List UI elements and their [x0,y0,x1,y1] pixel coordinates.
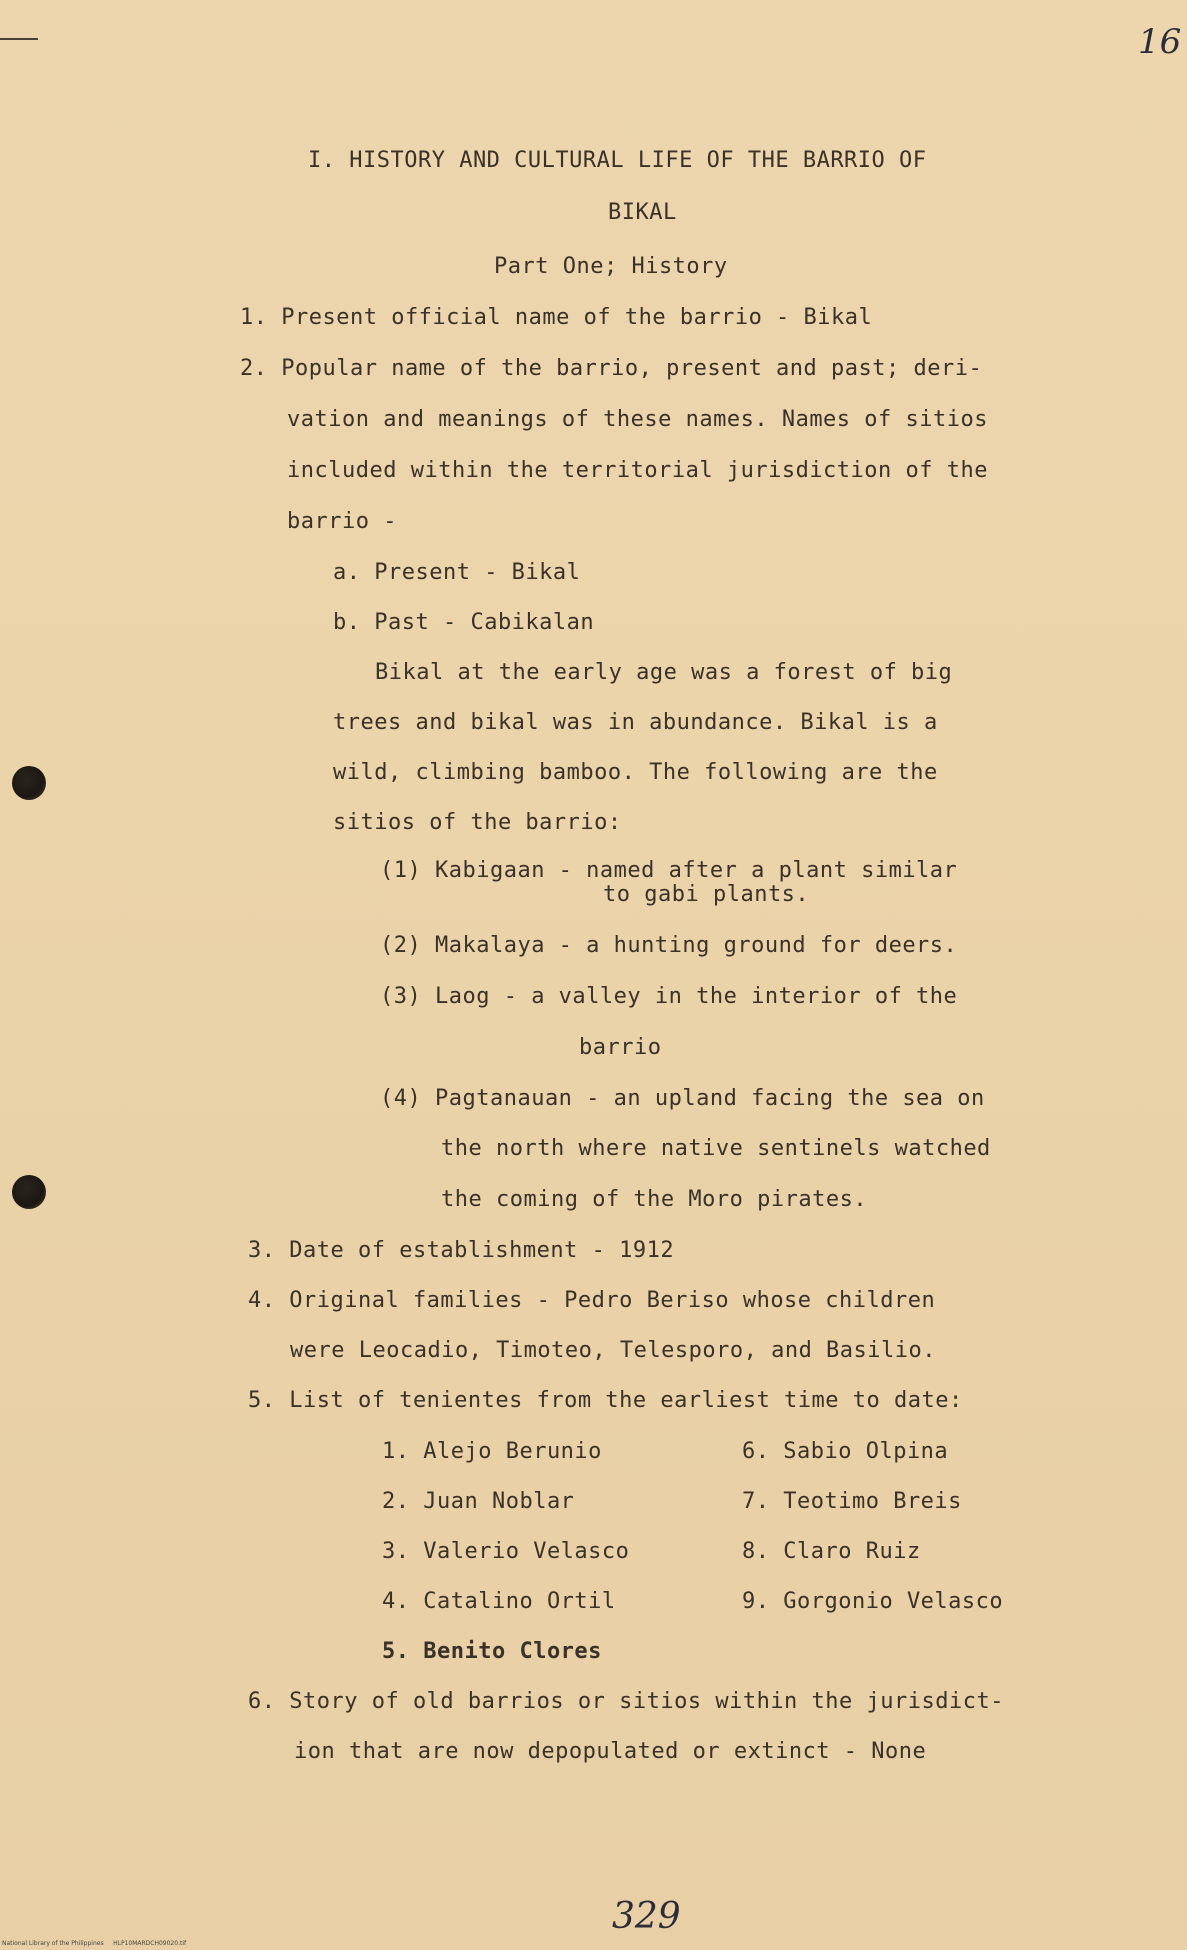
item-1: 1. Present official name of the barrio - Bikal [240,305,873,330]
teniente-2: 2. Juan Noblar [382,1489,575,1514]
sitio-1-line-1: (1) Kabigaan - named after a plant similar [380,858,958,883]
paragraph-line-3: wild, climbing bamboo. The following are the [333,760,938,785]
item-4-line-2: were Leocadio, Timoteo, Telesporo, and Basilio. [290,1338,937,1363]
paragraph-line-4: sitios of the barrio: [333,810,622,835]
binding-hole [12,766,46,800]
item-2-past: b. Past - Cabikalan [333,610,595,635]
document-title: I. HISTORY AND CULTURAL LIFE OF THE BARRIO OF [308,148,927,173]
page-number: 16 [1138,22,1182,62]
margin-mark [0,38,38,40]
binding-hole [12,1175,46,1209]
handwritten-page-number: 329 [612,1896,681,1937]
teniente-4: 4. Catalino Ortil [382,1589,616,1614]
item-2-line-2: vation and meanings of these names. Names of sitios [287,407,989,432]
sitio-1-line-2: to gabi plants. [603,882,810,907]
teniente-7: 7. Teotimo Breis [742,1489,962,1514]
archive-footer: National Library of the Philippines HLP10MARDCH09020.tif [2,1940,187,1947]
barrio-name-heading: BIKAL [608,200,677,225]
paragraph-line-2: trees and bikal was in abundance. Bikal is a [333,710,938,735]
item-2-line-1: 2. Popular name of the barrio, present and past; deri- [240,356,983,381]
item-2-present: a. Present - Bikal [333,560,581,585]
sitio-4-line-1: (4) Pagtanauan - an upland facing the sea on [380,1086,985,1111]
sitio-4-line-3: the coming of the Moro pirates. [441,1187,868,1212]
teniente-8: 8. Claro Ruiz [742,1539,921,1564]
paragraph-line-1: Bikal at the early age was a forest of big [375,660,953,685]
teniente-9: 9. Gorgonio Velasco [742,1589,1004,1614]
item-3: 3. Date of establishment - 1912 [248,1238,675,1263]
item-2-line-3: included within the territorial jurisdiction of the [287,458,989,483]
sitio-2: (2) Makalaya - a hunting ground for deers. [380,933,958,958]
sitio-3-line-1: (3) Laog - a valley in the interior of the [380,984,958,1009]
item-5: 5. List of tenientes from the earliest time to date: [248,1388,963,1413]
item-6-line-1: 6. Story of old barrios or sitios within the jurisdict- [248,1689,1004,1714]
sitio-4-line-2: the north where native sentinels watched [441,1136,991,1161]
teniente-5: 5. Benito Clores [382,1639,602,1664]
teniente-3: 3. Valerio Velasco [382,1539,630,1564]
part-heading: Part One; History [494,254,728,279]
teniente-1: 1. Alejo Berunio [382,1439,602,1464]
item-6-line-2: ion that are now depopulated or extinct - None [294,1739,927,1764]
teniente-6: 6. Sabio Olpina [742,1439,949,1464]
item-2-line-4: barrio - [287,509,397,534]
item-4-line-1: 4. Original families - Pedro Beriso whose children [248,1288,936,1313]
sitio-3-line-2: barrio [579,1035,662,1060]
